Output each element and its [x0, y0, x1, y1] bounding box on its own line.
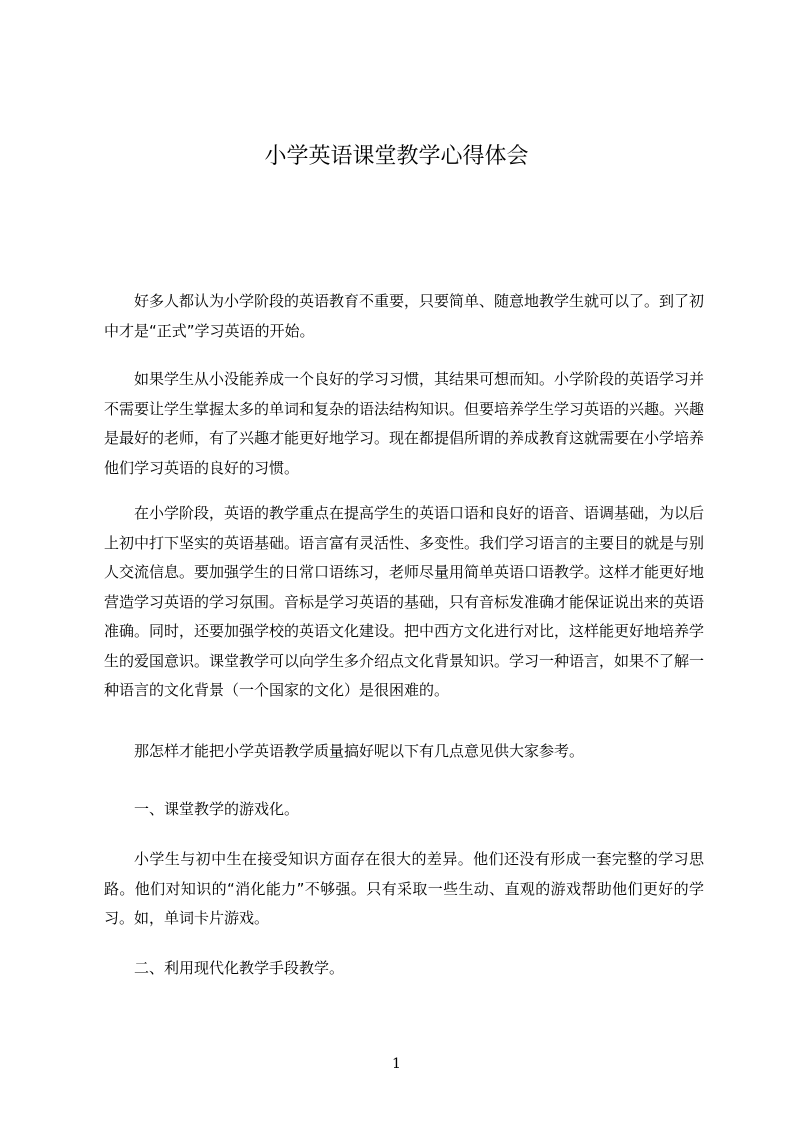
- paragraph-suggestions: 那怎样才能把小学英语教学质量搞好呢以下有几点意见供大家参考。: [134, 742, 585, 760]
- page-number: 1: [392, 1056, 401, 1072]
- section-heading-2: 二、利用现代化教学手段教学。: [134, 959, 345, 977]
- section-heading-1: 一、课堂教学的游戏化。: [134, 800, 300, 818]
- paragraph-games: 小学生与初中生在接受知识方面存在很大的差异。他们还没有形成一套完整的学习思路。他们对知识的“消化能力”不够强。只有采取一些生动、直观的游戏帮助他们更好的学习。如，单词卡片游戏。: [104, 850, 704, 927]
- paragraph-focus: 在小学阶段，英语的教学重点在提高学生的英语口语和良好的语音、语调基础，为以后上初中打下坚实的英语基础。语言富有灵活性、多变性。我们学习语言的主要目的就是与别人交流信息。要加强学生的日常口语练习，老师尽量用简单英语口语教学。这样才能更好地营造学习英语的学习氛围。音标是学习英语的基础，只有音标发准确才能保证说出来的英语准确。同时，还要加强学校的英语文化建设。把中西方文化进行对比，这样能更好地培养学生的爱国意识。课堂教学可以向学生多介绍点文化背景知识。学习一种语言，如果不了解一种语言的文化背景（一个国家的文化）是很困难的。: [104, 504, 705, 699]
- document-title: 小学英语课堂教学心得体会: [264, 144, 529, 169]
- paragraph-habits: 如果学生从小没能养成一个良好的学习习惯，其结果可想而知。小学阶段的英语学习并不需要让学生掌握太多的单词和复杂的语法结构知识。但要培养学生学习英语的兴趣。兴趣是最好的老师，有了兴趣才能更好地学习。现在都提倡所谓的养成教育这就需要在小学培养他们学习英语的良好的习惯。: [104, 370, 705, 477]
- paragraph-intro: 好多人都认为小学阶段的英语教育不重要，只要简单、随意地教学生就可以了。到了初中才是“正式”学习英语的开始。: [104, 292, 705, 340]
